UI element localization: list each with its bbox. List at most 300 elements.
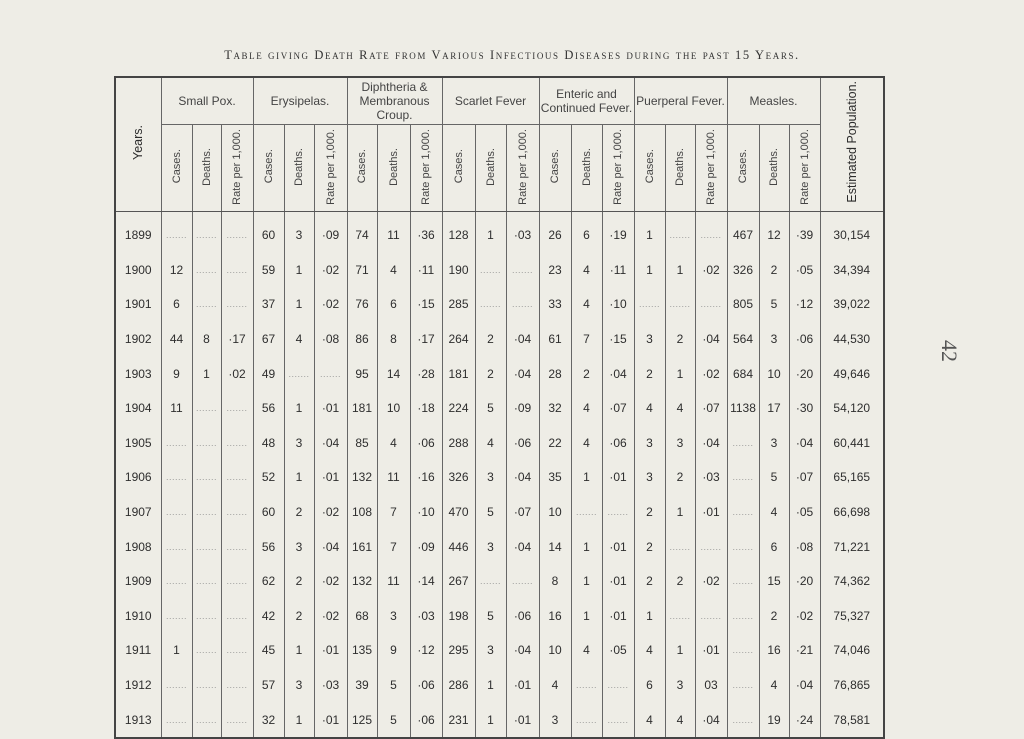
- empty-cell: .......: [695, 287, 727, 322]
- year-cell: 1899: [115, 212, 161, 253]
- empty-cell: .......: [192, 460, 221, 495]
- empty-cell: .......: [192, 391, 221, 426]
- value-cell: ·01: [314, 702, 347, 738]
- sub-header-deaths: Deaths.: [665, 125, 695, 212]
- empty-cell: .......: [161, 495, 192, 530]
- value-cell: 4: [665, 391, 695, 426]
- empty-cell: .......: [221, 460, 253, 495]
- value-cell: ·07: [789, 460, 820, 495]
- table-row: [115, 668, 884, 703]
- value-cell: 1: [284, 253, 314, 288]
- value-cell: 1: [665, 633, 695, 668]
- empty-cell: .......: [192, 633, 221, 668]
- year-cell: 1904: [115, 391, 161, 426]
- table-row: [115, 702, 884, 738]
- value-cell: 11: [377, 564, 410, 599]
- value-cell: 57: [253, 668, 284, 703]
- value-cell: 45: [253, 633, 284, 668]
- empty-cell: .......: [475, 253, 506, 288]
- value-cell: ·20: [789, 356, 820, 391]
- table-row: [115, 599, 884, 634]
- value-cell: ·03: [695, 460, 727, 495]
- value-cell: 125: [347, 702, 377, 738]
- sub-header-deaths: Deaths.: [284, 125, 314, 212]
- empty-cell: .......: [192, 702, 221, 738]
- value-cell: 6: [759, 529, 789, 564]
- empty-cell: .......: [695, 599, 727, 634]
- sub-header-deaths: Deaths.: [571, 125, 602, 212]
- value-cell: 1: [665, 253, 695, 288]
- value-cell: ·15: [410, 287, 442, 322]
- population-cell: 66,698: [820, 495, 884, 530]
- empty-cell: .......: [727, 460, 759, 495]
- value-cell: 42: [253, 599, 284, 634]
- empty-cell: .......: [727, 668, 759, 703]
- value-cell: 3: [759, 322, 789, 357]
- value-cell: ·02: [314, 253, 347, 288]
- value-cell: 2: [475, 322, 506, 357]
- empty-cell: .......: [221, 287, 253, 322]
- value-cell: 264: [442, 322, 475, 357]
- value-cell: 5: [475, 599, 506, 634]
- sub-header-rate: Rate per 1,000.: [789, 125, 820, 212]
- value-cell: 2: [634, 564, 665, 599]
- value-cell: ·11: [602, 253, 634, 288]
- value-cell: 26: [539, 212, 571, 253]
- value-cell: 2: [759, 599, 789, 634]
- value-cell: ·06: [506, 426, 539, 461]
- value-cell: 4: [571, 253, 602, 288]
- group-header: Scarlet Fever: [442, 77, 539, 125]
- value-cell: 1: [475, 668, 506, 703]
- value-cell: ·02: [314, 287, 347, 322]
- value-cell: ·28: [410, 356, 442, 391]
- value-cell: 60: [253, 495, 284, 530]
- value-cell: ·21: [789, 633, 820, 668]
- value-cell: ·01: [506, 668, 539, 703]
- empty-cell: .......: [221, 495, 253, 530]
- sub-header-rate: Rate per 1,000.: [602, 125, 634, 212]
- value-cell: ·04: [789, 426, 820, 461]
- value-cell: 9: [161, 356, 192, 391]
- value-cell: 132: [347, 460, 377, 495]
- value-cell: 9: [377, 633, 410, 668]
- value-cell: ·10: [602, 287, 634, 322]
- population-cell: 74,362: [820, 564, 884, 599]
- years-header: Years.: [115, 77, 161, 212]
- value-cell: 1138: [727, 391, 759, 426]
- value-cell: ·16: [410, 460, 442, 495]
- value-cell: ·02: [314, 599, 347, 634]
- value-cell: 11: [161, 391, 192, 426]
- empty-cell: .......: [727, 529, 759, 564]
- year-cell: 1913: [115, 702, 161, 738]
- value-cell: 285: [442, 287, 475, 322]
- value-cell: ·05: [789, 253, 820, 288]
- empty-cell: .......: [665, 599, 695, 634]
- value-cell: 3: [665, 668, 695, 703]
- value-cell: 6: [377, 287, 410, 322]
- value-cell: 4: [539, 668, 571, 703]
- value-cell: ·08: [314, 322, 347, 357]
- value-cell: 12: [759, 212, 789, 253]
- value-cell: 4: [634, 702, 665, 738]
- year-cell: 1905: [115, 426, 161, 461]
- empty-cell: .......: [602, 495, 634, 530]
- empty-cell: .......: [695, 212, 727, 253]
- value-cell: 1: [284, 702, 314, 738]
- value-cell: 1: [192, 356, 221, 391]
- value-cell: 1: [161, 633, 192, 668]
- value-cell: 2: [284, 564, 314, 599]
- value-cell: ·36: [410, 212, 442, 253]
- value-cell: 16: [539, 599, 571, 634]
- value-cell: ·04: [506, 356, 539, 391]
- value-cell: ·06: [410, 702, 442, 738]
- empty-cell: .......: [284, 356, 314, 391]
- value-cell: 61: [539, 322, 571, 357]
- empty-cell: .......: [727, 426, 759, 461]
- value-cell: 1: [665, 495, 695, 530]
- value-cell: 12: [161, 253, 192, 288]
- value-cell: ·09: [506, 391, 539, 426]
- empty-cell: .......: [161, 564, 192, 599]
- value-cell: ·04: [695, 426, 727, 461]
- value-cell: ·10: [410, 495, 442, 530]
- empty-cell: .......: [192, 564, 221, 599]
- sub-header-cases: Cases.: [253, 125, 284, 212]
- group-header: Enteric and Continued Fever.: [539, 77, 634, 125]
- group-header: Erysipelas.: [253, 77, 347, 125]
- value-cell: ·02: [221, 356, 253, 391]
- page-title: Table giving Death Rate from Various Infectious Diseases during the past 15 Years.: [224, 48, 800, 62]
- group-header: Diphtheria & Membranous Croup.: [347, 77, 442, 125]
- value-cell: 2: [665, 460, 695, 495]
- year-cell: 1911: [115, 633, 161, 668]
- value-cell: 11: [377, 212, 410, 253]
- value-cell: 8: [539, 564, 571, 599]
- year-cell: 1912: [115, 668, 161, 703]
- table-body: [115, 212, 884, 738]
- table-row: [115, 391, 884, 426]
- value-cell: 181: [442, 356, 475, 391]
- value-cell: ·06: [602, 426, 634, 461]
- value-cell: 5: [377, 702, 410, 738]
- value-cell: ·03: [506, 212, 539, 253]
- empty-cell: .......: [634, 287, 665, 322]
- empty-cell: .......: [727, 633, 759, 668]
- sub-header-deaths: Deaths.: [377, 125, 410, 212]
- value-cell: 446: [442, 529, 475, 564]
- empty-cell: .......: [192, 253, 221, 288]
- sub-header-cases: Cases.: [161, 125, 192, 212]
- value-cell: 2: [634, 529, 665, 564]
- value-cell: 15: [759, 564, 789, 599]
- population-cell: 71,221: [820, 529, 884, 564]
- infectious-diseases-table: [114, 76, 885, 739]
- value-cell: 56: [253, 391, 284, 426]
- value-cell: 17: [759, 391, 789, 426]
- empty-cell: .......: [475, 564, 506, 599]
- value-cell: ·01: [602, 599, 634, 634]
- population-cell: 65,165: [820, 460, 884, 495]
- value-cell: 3: [665, 426, 695, 461]
- empty-cell: .......: [221, 702, 253, 738]
- value-cell: 1: [571, 564, 602, 599]
- value-cell: 62: [253, 564, 284, 599]
- value-cell: 161: [347, 529, 377, 564]
- value-cell: ·14: [410, 564, 442, 599]
- value-cell: ·06: [506, 599, 539, 634]
- value-cell: ·04: [314, 426, 347, 461]
- value-cell: 1: [284, 633, 314, 668]
- sub-header-cases: Cases.: [442, 125, 475, 212]
- population-cell: 34,394: [820, 253, 884, 288]
- group-header-row: [115, 77, 884, 125]
- value-cell: ·01: [695, 633, 727, 668]
- value-cell: 3: [284, 529, 314, 564]
- value-cell: ·07: [506, 495, 539, 530]
- value-cell: 3: [475, 460, 506, 495]
- empty-cell: .......: [665, 529, 695, 564]
- value-cell: 3: [634, 426, 665, 461]
- value-cell: 4: [475, 426, 506, 461]
- value-cell: 59: [253, 253, 284, 288]
- value-cell: 295: [442, 633, 475, 668]
- sub-header-deaths: Deaths.: [475, 125, 506, 212]
- empty-cell: .......: [506, 253, 539, 288]
- value-cell: ·07: [695, 391, 727, 426]
- value-cell: 288: [442, 426, 475, 461]
- value-cell: 4: [571, 391, 602, 426]
- value-cell: 67: [253, 322, 284, 357]
- value-cell: ·05: [789, 495, 820, 530]
- empty-cell: .......: [221, 633, 253, 668]
- value-cell: 74: [347, 212, 377, 253]
- empty-cell: .......: [192, 529, 221, 564]
- empty-cell: .......: [221, 391, 253, 426]
- empty-cell: .......: [192, 426, 221, 461]
- population-cell: 75,327: [820, 599, 884, 634]
- value-cell: ·06: [410, 668, 442, 703]
- value-cell: 1: [571, 599, 602, 634]
- value-cell: 4: [634, 633, 665, 668]
- value-cell: ·17: [221, 322, 253, 357]
- sub-header-cases: Cases.: [539, 125, 571, 212]
- value-cell: 2: [634, 356, 665, 391]
- value-cell: 4: [665, 702, 695, 738]
- sub-header-rate: Rate per 1,000.: [410, 125, 442, 212]
- value-cell: 10: [539, 633, 571, 668]
- value-cell: 2: [759, 253, 789, 288]
- sub-header-rate: Rate per 1,000.: [314, 125, 347, 212]
- value-cell: 4: [571, 287, 602, 322]
- year-cell: 1901: [115, 287, 161, 322]
- value-cell: ·02: [695, 356, 727, 391]
- value-cell: 7: [571, 322, 602, 357]
- empty-cell: .......: [161, 668, 192, 703]
- value-cell: ·01: [314, 391, 347, 426]
- value-cell: 6: [161, 287, 192, 322]
- value-cell: ·01: [314, 460, 347, 495]
- empty-cell: .......: [602, 668, 634, 703]
- year-cell: 1910: [115, 599, 161, 634]
- empty-cell: .......: [506, 287, 539, 322]
- value-cell: ·04: [506, 529, 539, 564]
- table-row: [115, 287, 884, 322]
- value-cell: ·02: [695, 564, 727, 599]
- value-cell: 56: [253, 529, 284, 564]
- value-cell: ·01: [314, 633, 347, 668]
- value-cell: 5: [759, 460, 789, 495]
- table-row: [115, 426, 884, 461]
- value-cell: 1: [284, 391, 314, 426]
- table-row: [115, 460, 884, 495]
- value-cell: 326: [727, 253, 759, 288]
- empty-cell: .......: [221, 212, 253, 253]
- value-cell: 49: [253, 356, 284, 391]
- value-cell: ·02: [314, 564, 347, 599]
- value-cell: 5: [475, 391, 506, 426]
- table-row: [115, 212, 884, 253]
- population-cell: 60,441: [820, 426, 884, 461]
- value-cell: 3: [759, 426, 789, 461]
- group-header: Small Pox.: [161, 77, 253, 125]
- year-cell: 1902: [115, 322, 161, 357]
- page-number: 42: [937, 340, 962, 362]
- value-cell: ·01: [602, 529, 634, 564]
- empty-cell: .......: [665, 212, 695, 253]
- value-cell: 684: [727, 356, 759, 391]
- value-cell: 1: [634, 212, 665, 253]
- value-cell: 52: [253, 460, 284, 495]
- value-cell: 14: [539, 529, 571, 564]
- table-row: [115, 322, 884, 357]
- value-cell: ·07: [602, 391, 634, 426]
- value-cell: ·12: [789, 287, 820, 322]
- value-cell: 5: [377, 668, 410, 703]
- value-cell: 8: [377, 322, 410, 357]
- value-cell: 4: [377, 426, 410, 461]
- empty-cell: .......: [727, 564, 759, 599]
- value-cell: ·15: [602, 322, 634, 357]
- value-cell: 95: [347, 356, 377, 391]
- value-cell: 564: [727, 322, 759, 357]
- value-cell: ·04: [314, 529, 347, 564]
- value-cell: 132: [347, 564, 377, 599]
- value-cell: 6: [634, 668, 665, 703]
- empty-cell: .......: [192, 212, 221, 253]
- value-cell: 135: [347, 633, 377, 668]
- value-cell: ·02: [695, 253, 727, 288]
- value-cell: ·05: [602, 633, 634, 668]
- sub-header-rate: Rate per 1,000.: [695, 125, 727, 212]
- value-cell: 44: [161, 322, 192, 357]
- year-cell: 1907: [115, 495, 161, 530]
- year-cell: 1900: [115, 253, 161, 288]
- group-header: Measles.: [727, 77, 820, 125]
- value-cell: 4: [284, 322, 314, 357]
- table-row: [115, 633, 884, 668]
- value-cell: 3: [634, 322, 665, 357]
- empty-cell: .......: [192, 495, 221, 530]
- value-cell: ·04: [506, 633, 539, 668]
- value-cell: 10: [759, 356, 789, 391]
- sub-header-deaths: Deaths.: [192, 125, 221, 212]
- value-cell: ·08: [789, 529, 820, 564]
- value-cell: 4: [571, 426, 602, 461]
- value-cell: 39: [347, 668, 377, 703]
- value-cell: 16: [759, 633, 789, 668]
- sub-header-deaths: Deaths.: [759, 125, 789, 212]
- empty-cell: .......: [221, 426, 253, 461]
- empty-cell: .......: [192, 668, 221, 703]
- value-cell: 3: [284, 212, 314, 253]
- value-cell: 8: [192, 322, 221, 357]
- empty-cell: .......: [161, 426, 192, 461]
- value-cell: 3: [284, 668, 314, 703]
- value-cell: 23: [539, 253, 571, 288]
- population-cell: 30,154: [820, 212, 884, 253]
- value-cell: 1: [634, 599, 665, 634]
- value-cell: 3: [475, 633, 506, 668]
- empty-cell: .......: [221, 564, 253, 599]
- value-cell: 7: [377, 529, 410, 564]
- value-cell: 198: [442, 599, 475, 634]
- empty-cell: .......: [727, 599, 759, 634]
- value-cell: ·17: [410, 322, 442, 357]
- value-cell: 35: [539, 460, 571, 495]
- population-cell: 54,120: [820, 391, 884, 426]
- value-cell: 76: [347, 287, 377, 322]
- value-cell: 3: [377, 599, 410, 634]
- table-row: [115, 253, 884, 288]
- value-cell: 470: [442, 495, 475, 530]
- table-row: [115, 356, 884, 391]
- value-cell: 108: [347, 495, 377, 530]
- group-header: Puerperal Fever.: [634, 77, 727, 125]
- sub-header-rate: Rate per 1,000.: [221, 125, 253, 212]
- value-cell: ·01: [602, 460, 634, 495]
- value-cell: 4: [759, 668, 789, 703]
- value-cell: 1: [475, 212, 506, 253]
- empty-cell: .......: [161, 212, 192, 253]
- value-cell: ·02: [314, 495, 347, 530]
- population-cell: 78,581: [820, 702, 884, 738]
- value-cell: 805: [727, 287, 759, 322]
- value-cell: 32: [253, 702, 284, 738]
- value-cell: ·03: [314, 668, 347, 703]
- empty-cell: .......: [314, 356, 347, 391]
- empty-cell: .......: [571, 702, 602, 738]
- value-cell: 2: [571, 356, 602, 391]
- value-cell: ·30: [789, 391, 820, 426]
- population-cell: 76,865: [820, 668, 884, 703]
- value-cell: 19: [759, 702, 789, 738]
- value-cell: ·06: [410, 426, 442, 461]
- value-cell: 2: [284, 495, 314, 530]
- value-cell: ·04: [695, 322, 727, 357]
- value-cell: ·09: [410, 529, 442, 564]
- value-cell: ·24: [789, 702, 820, 738]
- sub-header-cases: Cases.: [634, 125, 665, 212]
- value-cell: 33: [539, 287, 571, 322]
- value-cell: ·06: [789, 322, 820, 357]
- empty-cell: .......: [475, 287, 506, 322]
- estimated-population-header: Estimated Population.: [820, 77, 884, 212]
- table-row: [115, 495, 884, 530]
- year-cell: 1908: [115, 529, 161, 564]
